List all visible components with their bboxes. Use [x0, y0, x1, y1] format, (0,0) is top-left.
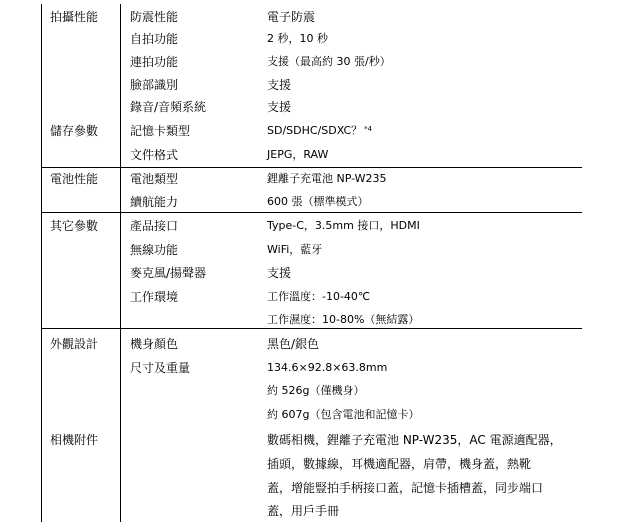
spec-item-label: 電池類型 — [130, 172, 179, 186]
spec-item-label: 臉部識別 — [130, 78, 179, 92]
spec-value: 黑色/銀色 — [267, 337, 320, 351]
spec-value: 支援 — [267, 78, 292, 92]
spec-item-label: 記憶卡類型 — [130, 124, 191, 138]
spec-value: 電子防震 — [267, 10, 316, 24]
spec-value: 約 607g（包含電池和記憶卡） — [267, 408, 420, 421]
category-label: 電池性能 — [50, 172, 99, 186]
spec-item-label: 產品接口 — [130, 219, 179, 233]
spec-value: 鋰離子充電池 NP-W235 — [267, 172, 387, 185]
spec-value: 支援 — [267, 100, 292, 114]
spec-value: 600 張（標準模式） — [267, 195, 369, 208]
spec-item-label: 工作環境 — [130, 290, 179, 304]
spec-value: 工作溫度：-10-40℃ — [267, 290, 371, 303]
spec-item-label: 機身顏色 — [130, 337, 179, 351]
spec-value — [267, 124, 372, 138]
spec-value: 支援 — [267, 266, 292, 280]
spec-item-label: 錄音/音頻系統 — [130, 100, 207, 114]
spec-value: 工作濕度：10-80%（無結露） — [267, 313, 420, 326]
section-separator — [41, 328, 582, 329]
spec-item-label: 續航能力 — [130, 195, 179, 209]
category-label: 其它參數 — [50, 219, 99, 233]
spec-value: 蓋，用戶手冊 — [267, 504, 340, 518]
spec-value: 支援（最高約 30 張/秒） — [267, 55, 391, 68]
spec-value: JEPG，RAW — [267, 148, 329, 161]
spec-item-label: 麥克風/揚聲器 — [130, 266, 207, 280]
spec-item-label: 防震性能 — [130, 10, 179, 24]
table-left-border — [41, 4, 42, 522]
table-category-divider — [120, 4, 121, 522]
spec-value: WiFi，藍牙 — [267, 243, 323, 256]
category-label: 外觀設計 — [50, 337, 99, 351]
spec-value: Type-C，3.5mm 接口，HDMI — [267, 219, 420, 232]
spec-value: 134.6×92.8×63.8mm — [267, 361, 388, 374]
spec-value: 插頭，數據線，耳機適配器，肩帶，機身蓋，熱靴 — [267, 457, 532, 471]
spec-value: 蓋，增能豎拍手柄接口蓋，記憶卡插槽蓋，同步端口 — [267, 481, 544, 495]
spec-value: 數碼相機，鋰離子充電池 NP-W235，AC 電源適配器， — [267, 433, 562, 447]
category-label: 相機附件 — [50, 433, 99, 447]
section-separator — [41, 212, 582, 213]
spec-item-label: 無線功能 — [130, 243, 179, 257]
footnote-marker: *4 — [364, 125, 373, 133]
spec-item-label: 文件格式 — [130, 148, 179, 162]
spec-value: 2 秒，10 秒 — [267, 32, 328, 45]
spec-value: 約 526g（僅機身） — [267, 384, 365, 397]
spec-item-label: 連拍功能 — [130, 55, 179, 69]
section-separator — [41, 167, 582, 168]
category-label: 儲存參數 — [50, 124, 99, 138]
spec-item-label: 尺寸及重量 — [130, 361, 191, 375]
category-label: 拍攝性能 — [50, 10, 99, 24]
spec-value-text: SD/SDHC/SDXC？ — [267, 124, 363, 137]
spec-item-label: 自拍功能 — [130, 32, 179, 46]
